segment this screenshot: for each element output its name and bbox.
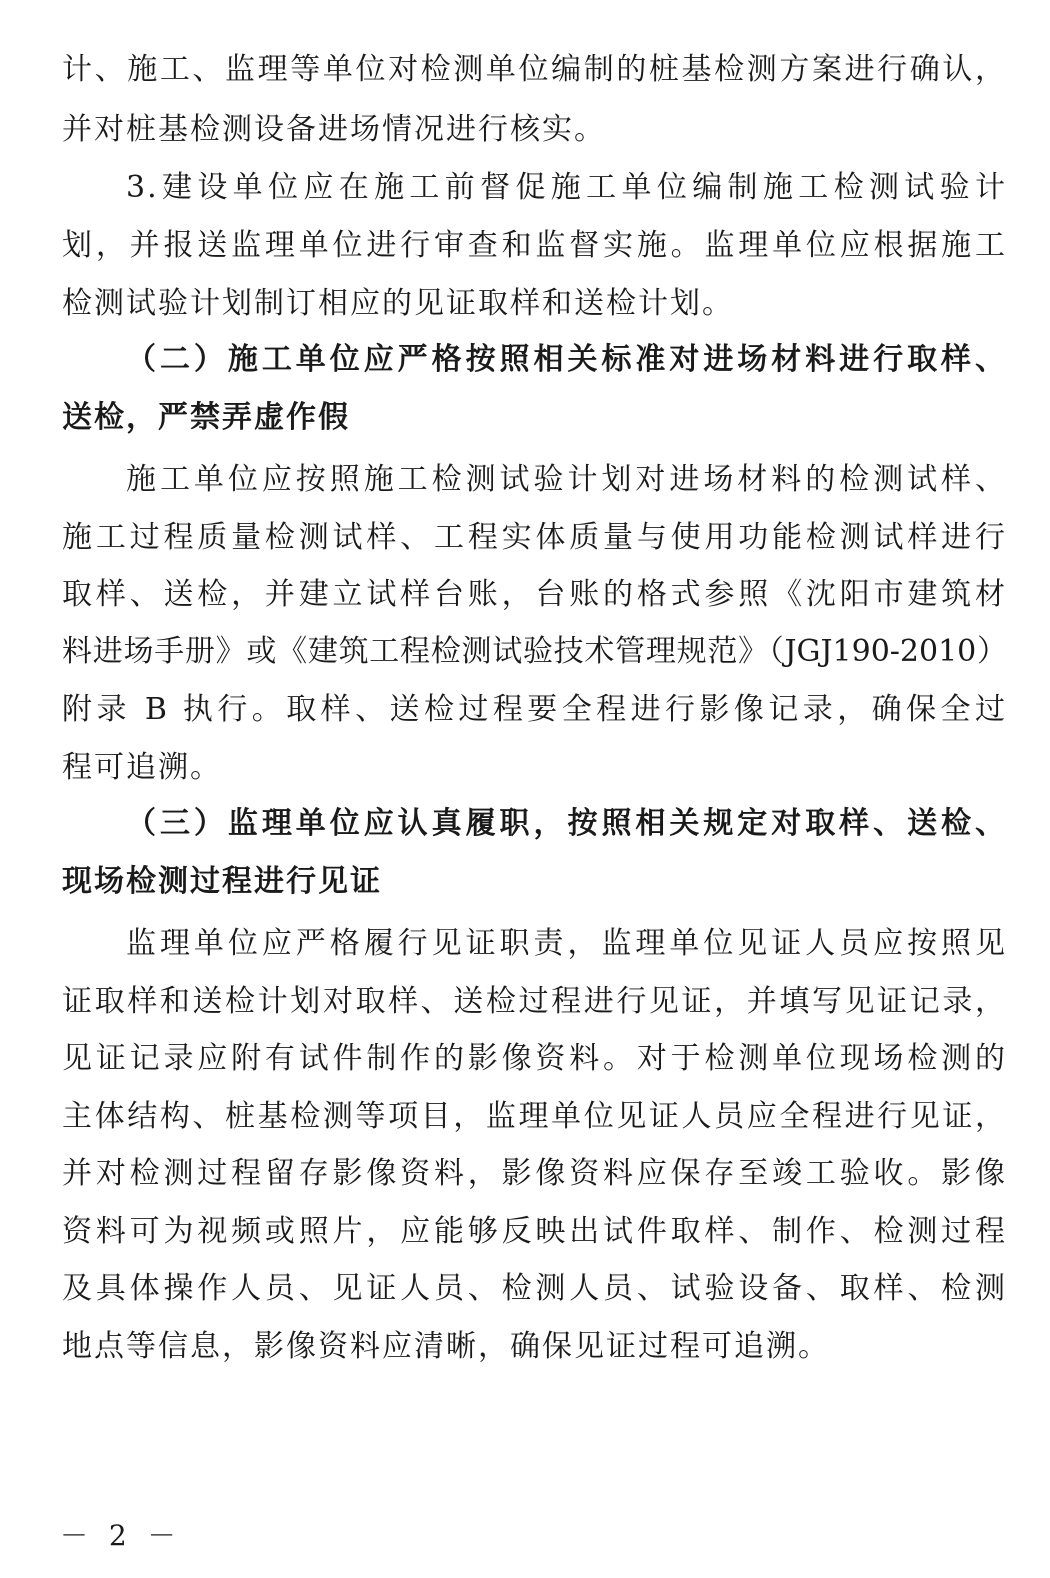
body-line: 地点等信息，影像资料应清晰，确保见证过程可追溯。 — [62, 1329, 830, 1364]
section-heading: （二）施工单位应严格按照相关标准对进场材料进行取样、 — [126, 342, 1007, 377]
page-number: － 2 － — [60, 1519, 182, 1552]
body-line: 施工过程质量检测试样、工程实体质量与使用功能检测试样进行 — [62, 520, 1007, 555]
body-line: 计、施工、监理等单位对检测单位编制的桩基检测方案进行确认， — [62, 52, 1007, 87]
body-line: 证取样和送检计划对取样、送检过程进行见证，并填写见证记录， — [62, 984, 1007, 1019]
section-heading: 现场检测过程进行见证 — [62, 864, 382, 899]
paragraph-first-line: 施工单位应按照施工检测试验计划对进场材料的检测试样、 — [126, 462, 1007, 497]
body-line: 及具体操作人员、见证人员、检测人员、试验设备、取样、检测 — [62, 1271, 1007, 1306]
body-line: 资料可为视频或照片，应能够反映出试件取样、制作、检测过程 — [62, 1214, 1007, 1249]
paragraph-first-line: 3.建设单位应在施工前督促施工单位编制施工检测试验计 — [126, 170, 1007, 205]
section-heading: （三）监理单位应认真履职，按照相关规定对取样、送检、 — [126, 806, 1007, 841]
body-line: 划，并报送监理单位进行审查和监督实施。监理单位应根据施工 — [62, 228, 1007, 263]
body-line: 主体结构、桩基检测等项目，监理单位见证人员应全程进行见证， — [62, 1099, 1007, 1134]
body-line: 料进场手册》或《建筑工程检测试验技术管理规范》（JGJ190-2010） — [62, 634, 1007, 669]
paragraph-first-line: 监理单位应严格履行见证职责，监理单位见证人员应按照见 — [126, 926, 1007, 961]
body-line: 并对检测过程留存影像资料，影像资料应保存至竣工验收。影像 — [62, 1156, 1007, 1191]
body-line: 附录 B 执行。取样、送检过程要全程进行影像记录，确保全过 — [62, 692, 1007, 727]
body-line: 见证记录应附有试件制作的影像资料。对于检测单位现场检测的 — [62, 1041, 1007, 1076]
body-line: 程可追溯。 — [62, 750, 222, 785]
body-line: 并对桩基检测设备进场情况进行核实。 — [62, 112, 606, 147]
body-line: 检测试验计划制订相应的见证取样和送检计划。 — [62, 286, 734, 321]
section-heading: 送检，严禁弄虚作假 — [62, 400, 350, 435]
body-line: 取样、送检，并建立试样台账，台账的格式参照《沈阳市建筑材 — [62, 577, 1007, 612]
